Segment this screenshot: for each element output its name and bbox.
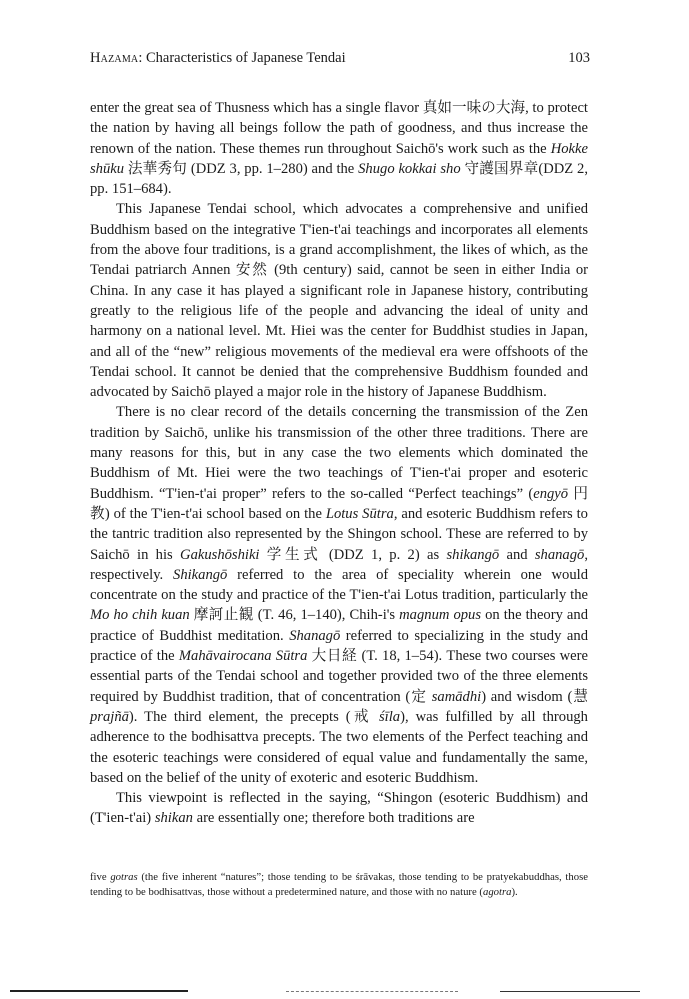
body-text <box>90 98 588 829</box>
bottom-rule-left <box>10 990 188 992</box>
page-number: 103 <box>568 50 590 66</box>
footnote: five gotras (the five inherent “natures”; those tending to be śrāvakas, those tending to be pratyekabuddhas, those tending to be bodhisattvas, those without a predetermined nature, and those with no nature (agotra). <box>90 871 588 898</box>
paragraph-3: There is no clear record of the details concerning the transmission of the Zen tradition by Saichō, unlike his transmission of the other three traditions. There are many reasons for this, but in any case the two elements which dominated the Buddhism of Mt. Hiei were the two teachings of T'ien-t'ai proper and esoteric Buddhism. “T'ien-t'ai proper” refers to the so-called “Perfect teachings” (engyō 円教) of the T'ien-t'ai school based on the Lotus Sūtra, and esoteric Buddhism refers to the tantric tradition also represented by the Shingon school. These are referred to by Saichō in his Gakushōshiki 学生式 (DDZ 1, p. 2) as shikangō and shanagō, respectively. Shikangō referred to the area of speciality wherein one would concentrate on the study and practice of the T'ien-t'ai Lotus tradition, particularly the Mo ho chih kuan 摩訶止観 (T. 46, 1–140), Chih-i's magnum opus on the theory and practice of Buddhist meditation. Shanagō referred to specializing in the study and practice of the Mahāvairocana Sūtra 大日経 (T. 18, 1–54). These two courses were essential parts of the Tendai school and together provided two of the three elements required by Buddhist tradition, that of concentration (定 samādhi) and wisdom (慧 prajñā). The third element, the precepts (戒 śīla), was fulfilled by all through adherence to the bodhisattva precepts. The two elements of the Perfect teaching and the esoteric teachings were considered of equal value and fundamentally the same, based on the belief of the unity of exoteric and esoteric Buddhism. <box>90 404 588 786</box>
header-author: Hazama <box>90 50 139 66</box>
running-header <box>90 50 590 67</box>
paragraph-1: enter the great sea of Thusness which has a single flavor 真如一味の大海, to protect the nation by having all beings follow the path of goodness, and thus increase the renown of the nation. These themes run throughout Saichō's work such as the Hokke shūku 法華秀句 (DDZ 3, pp. 1–280) and the Shugo kokkai sho 守護国界章(DDZ 2, pp. 151–684). <box>90 100 588 198</box>
bottom-rule-middle <box>286 991 458 993</box>
bottom-rule-right <box>500 991 640 993</box>
running-title <box>90 50 346 67</box>
paragraph-2: This Japanese Tendai school, which advocates a comprehensive and unified Buddhism based on the integrative T'ien-t'ai teachings and incorporates all elements from the above four traditions, is a grand accomplishment, the likes of which, as the Tendai patriarch Annen 安然 (9th century) said, cannot be seen in either India or China. In any case it has played a significant role in Japanese history, contributing greatly to the religious life of the people and advancing the ideal of unity and harmony on a national level. Mt. Hiei was the center for Buddhist studies in Japan, and all of the “new” religious movements of the medieval era were offshoots of the Tendai school. It cannot be denied that the comprehensive Buddhism founded and advocated by Saichō played a major role in the history of Japanese Buddhism. <box>90 201 588 401</box>
paragraph-4: This viewpoint is reflected in the saying, “Shingon (esoteric Buddhism) and (T'ien-t'ai) shikan are essentially one; therefore both traditions are <box>90 790 588 827</box>
header-title: : Characteristics of Japanese Tendai <box>138 50 346 66</box>
